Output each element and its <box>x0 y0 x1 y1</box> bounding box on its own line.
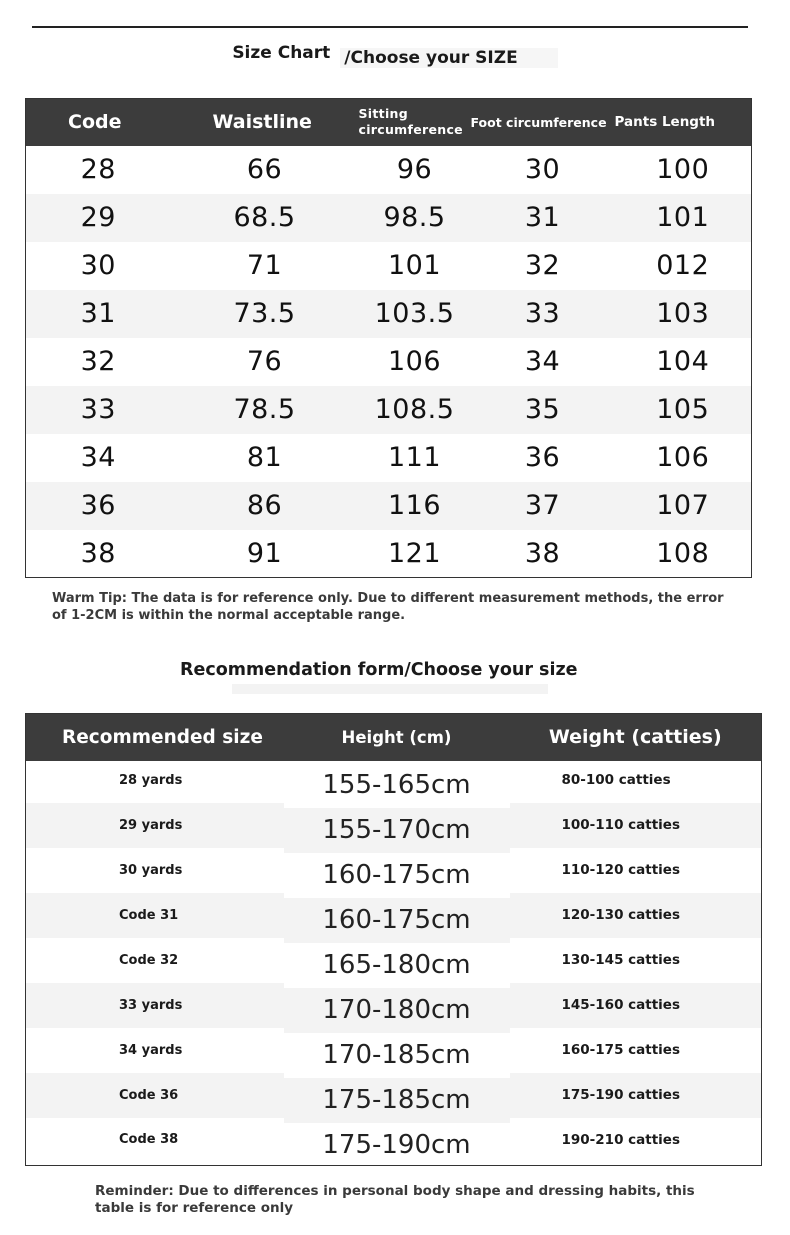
cell-foot-circumference: 35 <box>524 394 561 425</box>
cell-weight: 130-145 catties <box>561 952 681 968</box>
cell-pants-length: 105 <box>656 394 710 425</box>
size-chart-title: Size Chart <box>232 43 331 63</box>
cell-code: 30 <box>80 250 116 281</box>
table-row <box>26 1031 762 1076</box>
size-chart-header-row <box>26 99 752 146</box>
cell-weight: 175-190 catties <box>561 1087 681 1103</box>
cell-code: 33 <box>80 394 116 425</box>
cell-foot-circumference: 34 <box>524 346 561 377</box>
cell-waistline: 66 <box>246 154 283 185</box>
column-header-height: Height (cm) <box>341 727 452 747</box>
column-header-sitting-circumference: Sitting circumference <box>358 106 463 138</box>
cell-foot-circumference: 31 <box>524 202 561 233</box>
cell-pants-length: 104 <box>656 346 710 377</box>
cell-pants-length: 100 <box>656 154 710 185</box>
cell-recommended-size: 34 yards <box>119 1042 183 1058</box>
column-header-waistline: Waistline <box>212 111 312 134</box>
cell-waistline: 68.5 <box>233 202 296 233</box>
table-row <box>26 851 762 896</box>
table-row <box>26 386 752 434</box>
cell-code: 28 <box>80 154 116 185</box>
table-row <box>26 1076 762 1121</box>
cell-height: 170-180cm <box>322 995 471 1025</box>
cell-waistline: 71 <box>246 250 283 281</box>
cell-recommended-size: 30 yards <box>119 862 183 878</box>
column-header-foot-circumference: Foot circumference <box>470 114 607 130</box>
cell-recommended-size: 33 yards <box>119 997 183 1013</box>
cell-recommended-size: Code 38 <box>119 1132 179 1148</box>
cell-foot-circumference: 38 <box>524 537 561 569</box>
cell-weight: 80-100 catties <box>561 772 671 788</box>
cell-height: 155-165cm <box>322 770 471 800</box>
column-header-weight: Weight (catties) <box>548 726 722 749</box>
table-row <box>26 530 752 578</box>
table-row <box>26 806 762 851</box>
cell-waistline: 73.5 <box>233 298 296 329</box>
table-row <box>26 434 752 482</box>
top-divider <box>32 26 748 28</box>
cell-pants-length: 103 <box>656 298 710 329</box>
cell-weight: 120-130 catties <box>561 907 681 923</box>
cell-pants-length: 107 <box>656 490 710 521</box>
cell-foot-circumference: 30 <box>524 154 561 185</box>
cell-code: 29 <box>80 202 116 233</box>
cell-height: 155-170cm <box>322 815 471 845</box>
cell-waistline: 91 <box>246 537 283 569</box>
table-row <box>26 482 752 530</box>
cell-weight: 160-175 catties <box>561 1042 681 1058</box>
cell-height: 160-175cm <box>322 905 471 935</box>
cell-sitting-circumference: 101 <box>387 250 442 281</box>
cell-recommended-size: Code 36 <box>119 1087 179 1103</box>
cell-pants-length: 012 <box>656 250 710 281</box>
cell-sitting-circumference: 103.5 <box>374 298 455 329</box>
reminder-note: Reminder: Due to differences in personal body shape and dressing habits, this table is for reference only <box>95 1183 695 1216</box>
cell-sitting-circumference: 96 <box>396 154 433 185</box>
table-row <box>26 146 752 194</box>
recommendation-table <box>25 713 762 1166</box>
size-chart-table <box>25 98 752 578</box>
cell-foot-circumference: 32 <box>524 250 561 281</box>
cell-code: 31 <box>80 298 116 329</box>
cell-recommended-size: 29 yards <box>119 817 183 833</box>
cell-sitting-circumference: 111 <box>387 442 442 473</box>
cell-weight: 110-120 catties <box>561 862 681 878</box>
cell-foot-circumference: 37 <box>524 490 561 521</box>
cell-height: 170-185cm <box>322 1040 471 1070</box>
column-header-code: Code <box>68 111 122 134</box>
column-header-pants-length: Pants Length <box>614 114 716 131</box>
cell-sitting-circumference: 98.5 <box>383 202 446 233</box>
cell-height: 175-190cm <box>322 1129 471 1160</box>
cell-pants-length: 108 <box>656 537 710 569</box>
table-row <box>26 941 762 986</box>
cell-recommended-size: Code 32 <box>119 952 179 968</box>
size-chart-heading <box>0 43 790 68</box>
cell-recommended-size: 28 yards <box>119 772 183 788</box>
warm-tip-note: Warm Tip: The data is for reference only. Due to different measurement methods, the error of 1-2CM is within the normal acceptable range. <box>52 591 724 623</box>
cell-waistline: 78.5 <box>233 394 296 425</box>
table-row <box>26 761 762 806</box>
cell-weight: 145-160 catties <box>561 997 681 1013</box>
table-row <box>26 194 752 242</box>
cell-code: 38 <box>80 537 116 569</box>
cell-height: 175-185cm <box>322 1085 471 1115</box>
table-row <box>26 986 762 1031</box>
cell-waistline: 81 <box>246 442 283 473</box>
cell-sitting-circumference: 106 <box>387 346 442 377</box>
cell-sitting-circumference: 121 <box>387 537 442 569</box>
title-shade <box>232 684 548 694</box>
cell-foot-circumference: 33 <box>524 298 561 329</box>
column-header-recommended-size: Recommended size <box>62 726 263 748</box>
recommendation-header-row <box>26 714 762 761</box>
cell-waistline: 76 <box>246 346 283 377</box>
cell-weight: 100-110 catties <box>561 817 681 833</box>
cell-sitting-circumference: 108.5 <box>374 394 455 425</box>
cell-code: 36 <box>80 490 116 521</box>
cell-sitting-circumference: 116 <box>387 490 442 521</box>
cell-pants-length: 101 <box>656 202 710 233</box>
table-row <box>26 242 752 290</box>
cell-waistline: 86 <box>246 490 283 521</box>
cell-height: 165-180cm <box>322 950 471 980</box>
cell-foot-circumference: 36 <box>524 442 561 473</box>
table-row <box>26 338 752 386</box>
cell-code: 32 <box>80 346 116 377</box>
table-row <box>26 896 762 941</box>
cell-recommended-size: Code 31 <box>119 907 179 923</box>
cell-weight: 190-210 catties <box>561 1131 681 1148</box>
size-chart-subtitle: /Choose your SIZE <box>340 48 557 68</box>
recommendation-title: Recommendation form/Choose your size <box>180 660 578 680</box>
cell-pants-length: 106 <box>656 442 710 473</box>
table-row <box>26 1121 762 1166</box>
cell-height: 160-175cm <box>322 860 471 890</box>
table-row <box>26 290 752 338</box>
cell-code: 34 <box>80 442 116 473</box>
